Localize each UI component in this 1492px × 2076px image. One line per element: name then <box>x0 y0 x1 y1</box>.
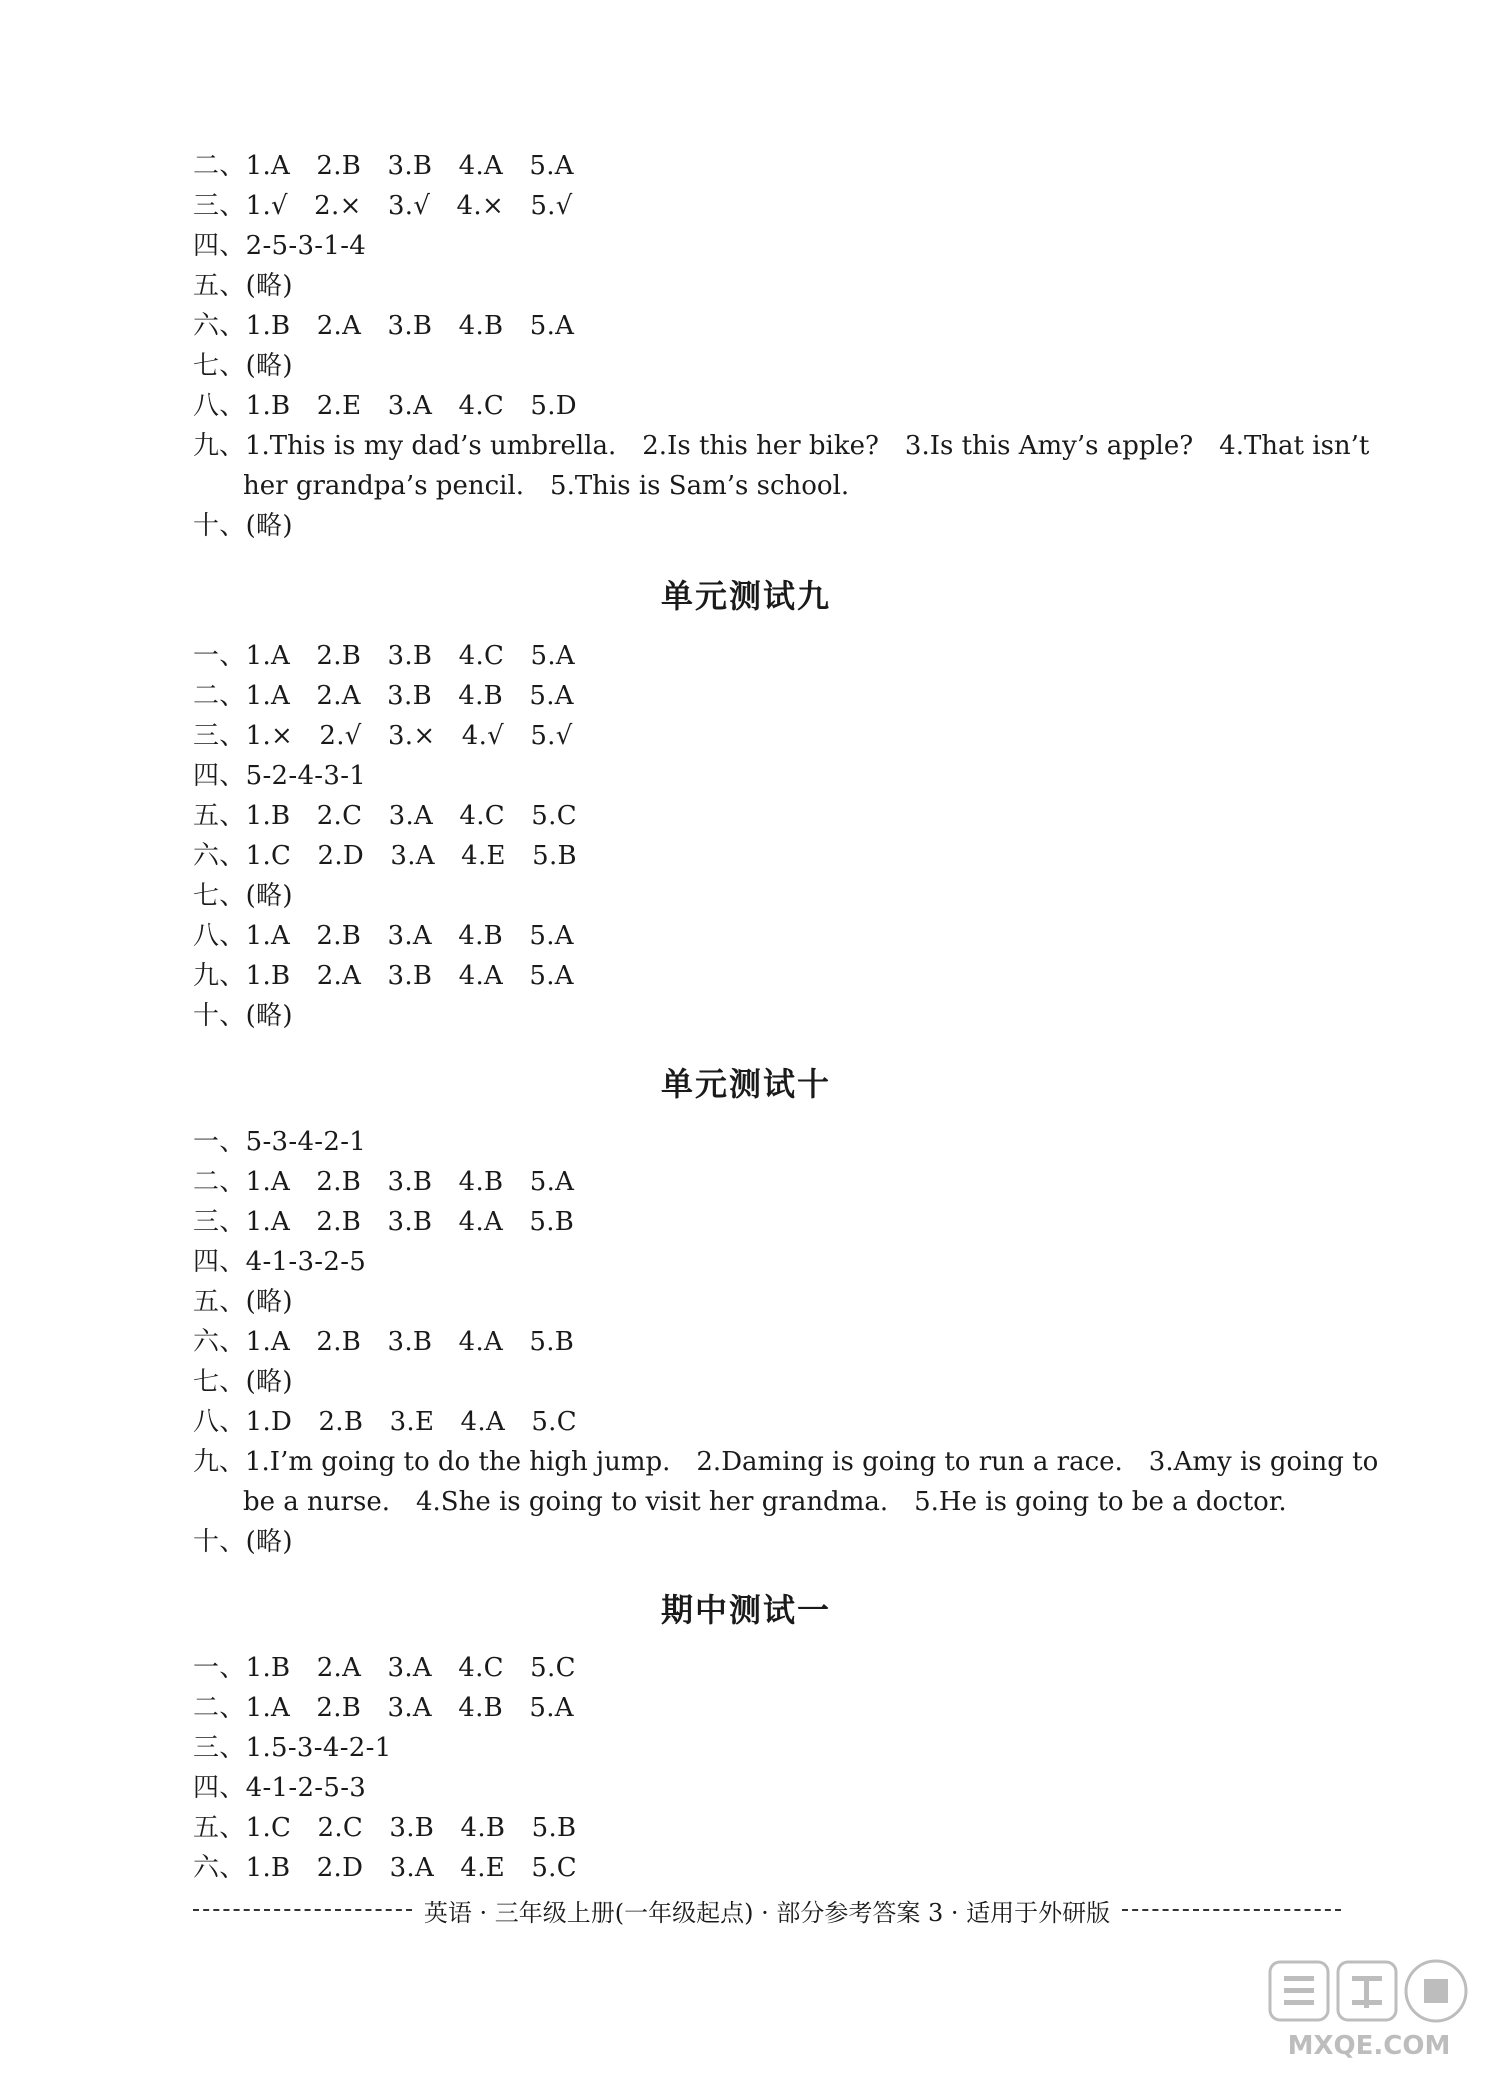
footer-divider <box>1122 1909 1341 1911</box>
svg-text:MXQE.COM: MXQE.COM <box>1287 2031 1451 2061</box>
page-footer <box>193 1890 1341 1930</box>
answer-line: 八、1.B 2.E 3.A 4.C 5.D <box>193 391 577 421</box>
answer-line-wrapped: 九、1.This is my dad’s umbrella. 2.Is this her bike? 3.Is this Amy’s apple? 4.That isn’t her grandpa’s pencil. 5.This is Sam’s school. <box>193 431 1370 501</box>
answer-line: 九、1.B 2.A 3.B 4.A 5.A <box>193 961 574 991</box>
answer-line: 五、(略) <box>193 271 293 301</box>
answer-line: 六、1.B 2.A 3.B 4.B 5.A <box>193 311 575 341</box>
answer-line: 五、1.B 2.C 3.A 4.C 5.C <box>193 801 577 831</box>
footer-divider <box>193 1909 412 1911</box>
answer-line: 十、(略) <box>193 511 293 541</box>
answer-line: 三、1.A 2.B 3.B 4.A 5.B <box>193 1207 575 1237</box>
answer-line: 四、5-2-4-3-1 <box>193 761 367 791</box>
answer-line: 二、1.A 2.B 3.A 4.B 5.A <box>193 1693 574 1723</box>
section-title: 单元测试九 <box>660 577 831 615</box>
watermark-logo-icon <box>1264 1954 1474 2064</box>
answer-line: 三、1.× 2.√ 3.× 4.√ 5.√ <box>193 721 573 751</box>
answer-line: 六、1.B 2.D 3.A 4.E 5.C <box>193 1853 577 1883</box>
answer-line-wrapped: 九、1.I’m going to do the high jump. 2.Daming is going to run a race. 3.Amy is going to be a nurse. 4.She is going to visit her grandma. 5.He is going to be a doctor. <box>193 1447 1379 1517</box>
answer-line: 二、1.A 2.A 3.B 4.B 5.A <box>193 681 574 711</box>
answer-line: 八、1.A 2.B 3.A 4.B 5.A <box>193 921 574 951</box>
answer-line: 一、1.A 2.B 3.B 4.C 5.A <box>193 641 575 671</box>
answer-line: 三、1.√ 2.× 3.√ 4.× 5.√ <box>193 191 573 221</box>
answer-line: 八、1.D 2.B 3.E 4.A 5.C <box>193 1407 577 1437</box>
footer-text: 英语 · 三年级上册(一年级起点) · 部分参考答案 3 · 适用于外研版 <box>423 1898 1111 1927</box>
section-title: 单元测试十 <box>660 1065 831 1103</box>
answer-line: 十、(略) <box>193 1001 293 1031</box>
answer-line: 一、1.B 2.A 3.A 4.C 5.C <box>193 1653 576 1683</box>
answer-line: 六、1.C 2.D 3.A 4.E 5.B <box>193 841 577 871</box>
answer-line: 三、1.5-3-4-2-1 <box>193 1733 392 1763</box>
answer-line: 四、4-1-2-5-3 <box>193 1773 367 1803</box>
answer-line: 二、1.A 2.B 3.B 4.A 5.A <box>193 151 574 181</box>
answer-line: 五、(略) <box>193 1287 293 1317</box>
answer-line: 十、(略) <box>193 1527 293 1557</box>
answer-line: 七、(略) <box>193 881 293 911</box>
answer-line: 七、(略) <box>193 351 293 381</box>
answer-line: 二、1.A 2.B 3.B 4.B 5.A <box>193 1167 575 1197</box>
answer-line: 一、5-3-4-2-1 <box>193 1127 367 1157</box>
answer-line: 七、(略) <box>193 1367 293 1397</box>
answer-line: 四、4-1-3-2-5 <box>193 1247 367 1277</box>
section-title: 期中测试一 <box>660 1591 831 1629</box>
answer-line: 五、1.C 2.C 3.B 4.B 5.B <box>193 1813 577 1843</box>
answer-line: 六、1.A 2.B 3.B 4.A 5.B <box>193 1327 575 1357</box>
answer-line: 四、2-5-3-1-4 <box>193 231 367 261</box>
